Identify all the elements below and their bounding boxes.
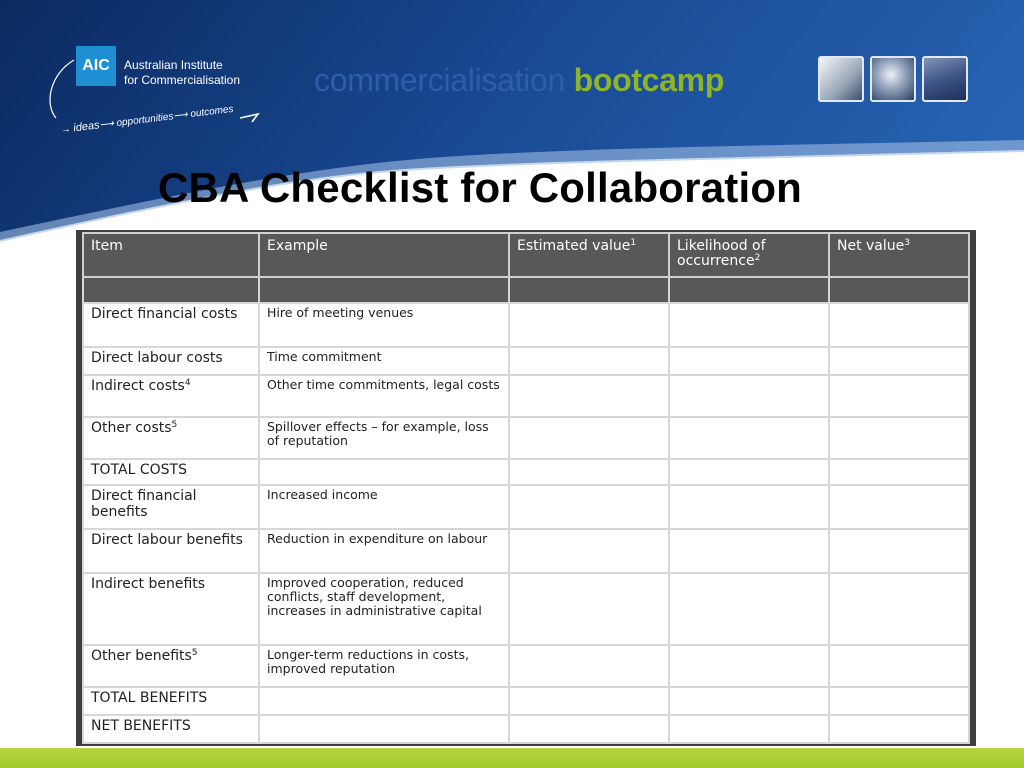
organisation-name bbox=[124, 58, 240, 88]
header-item: Item bbox=[83, 233, 259, 277]
likelihood-cell[interactable] bbox=[669, 645, 829, 687]
estimated-value-cell[interactable] bbox=[509, 529, 669, 573]
table-row bbox=[83, 715, 969, 743]
organisation-name-line1: Australian Institute bbox=[124, 58, 223, 72]
example-cell: Time commitment bbox=[259, 347, 509, 375]
arrow-right-icon: ⟶ bbox=[172, 109, 192, 123]
net-value-cell[interactable] bbox=[829, 645, 969, 687]
example-cell: Hire of meeting venues bbox=[259, 303, 509, 347]
table-row bbox=[83, 485, 969, 529]
arrow-right-icon: ⟶ bbox=[98, 118, 118, 132]
estimated-value-cell[interactable] bbox=[509, 303, 669, 347]
table-header-row bbox=[83, 233, 969, 277]
bottom-accent-bar bbox=[0, 748, 1024, 768]
organisation-name-line2: for Commercialisation bbox=[124, 73, 241, 87]
likelihood-cell[interactable] bbox=[669, 687, 829, 715]
example-cell bbox=[259, 459, 509, 485]
net-value-cell[interactable] bbox=[829, 687, 969, 715]
spacer-cell bbox=[669, 277, 829, 303]
estimated-value-cell[interactable] bbox=[509, 573, 669, 645]
example-cell: Longer-term reductions in costs, improved reputation bbox=[259, 645, 509, 687]
estimated-value-cell[interactable] bbox=[509, 417, 669, 459]
program-title-light: commercialisation bbox=[314, 62, 565, 98]
item-cell: NET BENEFITS bbox=[83, 715, 259, 743]
estimated-value-cell[interactable] bbox=[509, 375, 669, 417]
cba-checklist-table bbox=[82, 232, 970, 744]
example-cell bbox=[259, 687, 509, 715]
header-example: Example bbox=[259, 233, 509, 277]
item-cell: Other benefits$^5$ bbox=[83, 645, 259, 687]
tagline-ideas: ideas bbox=[72, 119, 101, 135]
likelihood-cell[interactable] bbox=[669, 715, 829, 743]
table-row bbox=[83, 573, 969, 645]
header-net-value: Net value$^3$ bbox=[829, 233, 969, 277]
likelihood-cell[interactable] bbox=[669, 459, 829, 485]
example-cell: Improved cooperation, reduced conflicts, staff development, increases in administrative capital bbox=[259, 573, 509, 645]
tagline-opportunities: opportunities bbox=[115, 111, 175, 130]
item-cell: Direct labour costs bbox=[83, 347, 259, 375]
spacer-cell bbox=[83, 277, 259, 303]
likelihood-cell[interactable] bbox=[669, 529, 829, 573]
spacer-cell bbox=[509, 277, 669, 303]
table-row bbox=[83, 687, 969, 715]
net-value-cell[interactable] bbox=[829, 715, 969, 743]
arrow-right-icon: → bbox=[60, 123, 75, 136]
example-cell: Spillover effects – for example, loss of reputation bbox=[259, 417, 509, 459]
likelihood-cell[interactable] bbox=[669, 573, 829, 645]
net-value-cell[interactable] bbox=[829, 529, 969, 573]
aic-logo: AIC bbox=[76, 46, 116, 86]
item-cell: Direct financial benefits bbox=[83, 485, 259, 529]
net-value-cell[interactable] bbox=[829, 573, 969, 645]
estimated-value-cell[interactable] bbox=[509, 715, 669, 743]
table-row bbox=[83, 459, 969, 485]
table-row bbox=[83, 347, 969, 375]
item-cell: Indirect benefits bbox=[83, 573, 259, 645]
password-image bbox=[818, 56, 864, 102]
spacer-cell bbox=[259, 277, 509, 303]
program-title bbox=[314, 62, 724, 99]
example-cell: Reduction in expenditure on labour bbox=[259, 529, 509, 573]
likelihood-cell[interactable] bbox=[669, 303, 829, 347]
likelihood-cell[interactable] bbox=[669, 417, 829, 459]
net-value-cell[interactable] bbox=[829, 459, 969, 485]
table-row bbox=[83, 417, 969, 459]
net-value-cell[interactable] bbox=[829, 347, 969, 375]
header-estimated-value: Estimated value$^1$ bbox=[509, 233, 669, 277]
spacer-cell bbox=[829, 277, 969, 303]
net-value-cell[interactable] bbox=[829, 303, 969, 347]
table-row bbox=[83, 303, 969, 347]
face-image bbox=[870, 56, 916, 102]
table-spacer-row bbox=[83, 277, 969, 303]
estimated-value-cell[interactable] bbox=[509, 485, 669, 529]
gear-image bbox=[922, 56, 968, 102]
net-value-cell[interactable] bbox=[829, 417, 969, 459]
item-cell: TOTAL BENEFITS bbox=[83, 687, 259, 715]
page-title: CBA Checklist for Collaboration bbox=[158, 164, 803, 211]
net-value-cell[interactable] bbox=[829, 485, 969, 529]
program-title-bold: bootcamp bbox=[573, 62, 725, 98]
table-row bbox=[83, 645, 969, 687]
header-likelihood: Likelihood of occurrence$^2$ bbox=[669, 233, 829, 277]
example-cell bbox=[259, 715, 509, 743]
item-cell: Direct financial costs bbox=[83, 303, 259, 347]
tagline-outcomes: outcomes bbox=[189, 103, 235, 120]
net-value-cell[interactable] bbox=[829, 375, 969, 417]
estimated-value-cell[interactable] bbox=[509, 347, 669, 375]
header-images bbox=[818, 56, 968, 102]
item-cell: Indirect costs$^4$ bbox=[83, 375, 259, 417]
table-row bbox=[83, 375, 969, 417]
example-cell: Increased income bbox=[259, 485, 509, 529]
estimated-value-cell[interactable] bbox=[509, 645, 669, 687]
item-cell: Direct labour benefits bbox=[83, 529, 259, 573]
item-cell: TOTAL COSTS bbox=[83, 459, 259, 485]
item-cell: Other costs$^5$ bbox=[83, 417, 259, 459]
estimated-value-cell[interactable] bbox=[509, 459, 669, 485]
likelihood-cell[interactable] bbox=[669, 347, 829, 375]
likelihood-cell[interactable] bbox=[669, 375, 829, 417]
table-row bbox=[83, 529, 969, 573]
estimated-value-cell[interactable] bbox=[509, 687, 669, 715]
example-cell: Other time commitments, legal costs bbox=[259, 375, 509, 417]
likelihood-cell[interactable] bbox=[669, 485, 829, 529]
